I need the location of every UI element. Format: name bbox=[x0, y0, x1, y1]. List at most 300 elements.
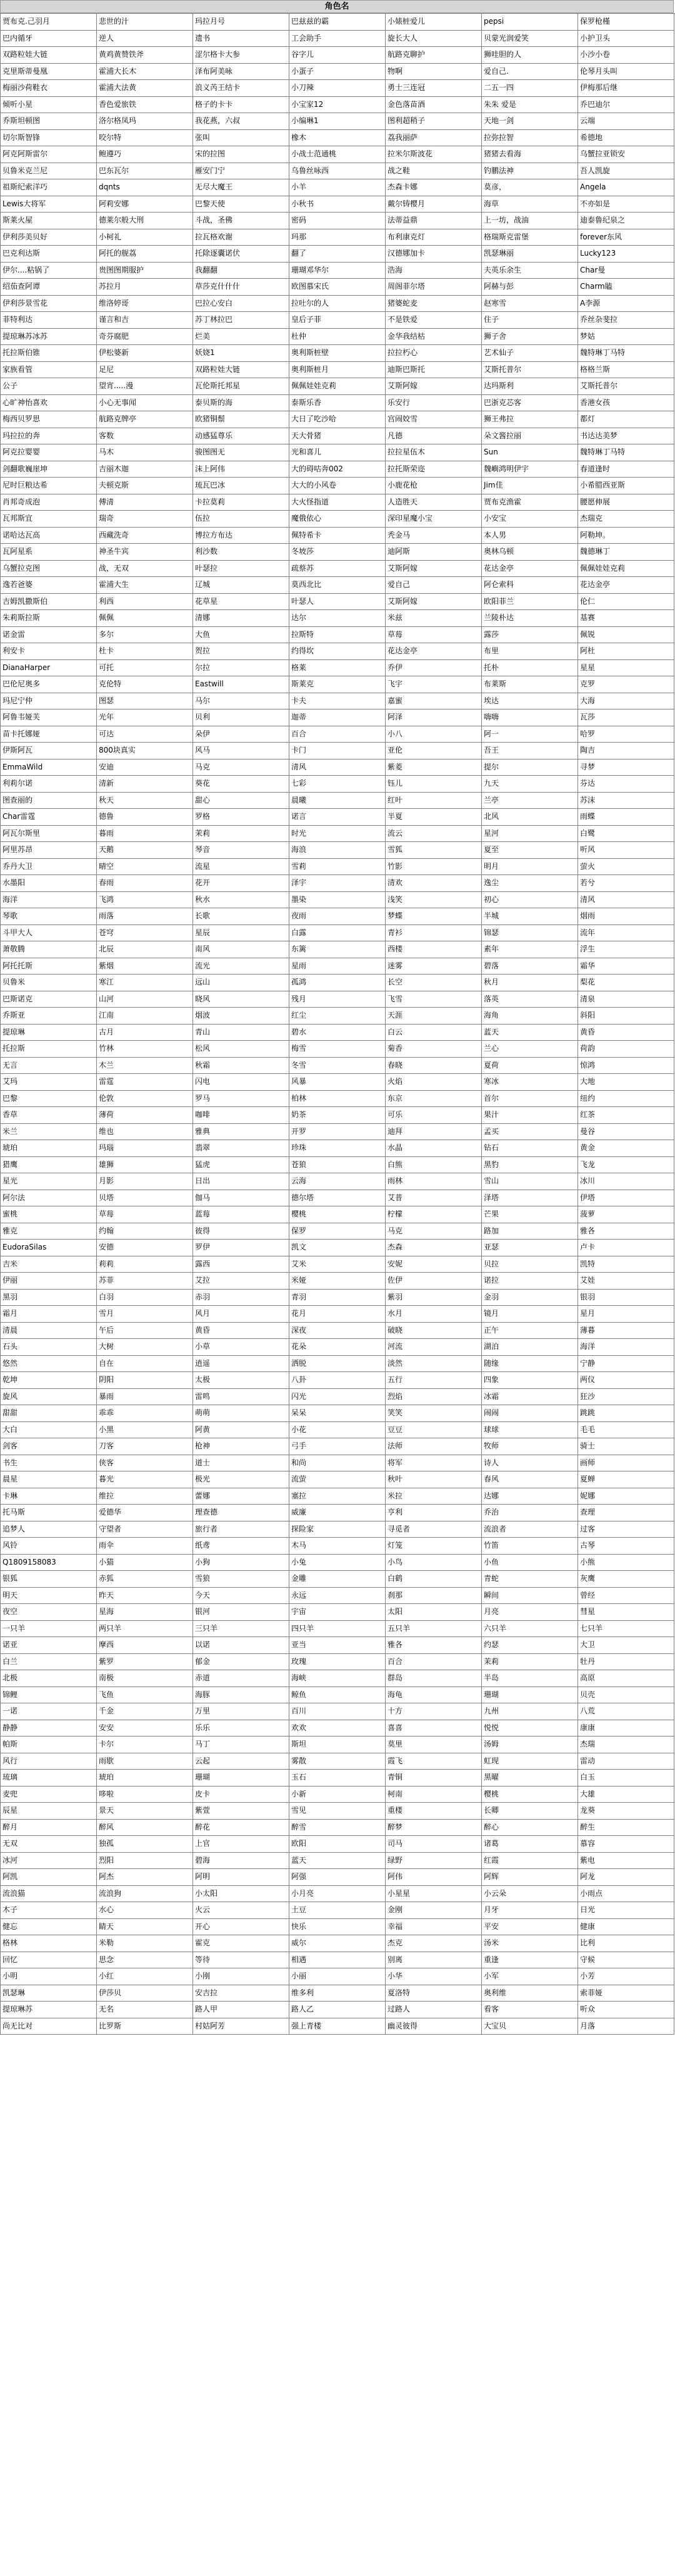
name-cell: 水心 bbox=[97, 1902, 193, 1919]
name-cell: 睛天 bbox=[97, 1919, 193, 1936]
name-cell: 半城 bbox=[482, 908, 578, 925]
name-cell: 烈阳 bbox=[97, 1853, 193, 1870]
name-cell: 南风 bbox=[193, 941, 289, 958]
name-cell: 勇士三连冠 bbox=[386, 80, 482, 97]
name-cell: 安德 bbox=[97, 1240, 193, 1256]
name-cell: 樱桃 bbox=[482, 1787, 578, 1803]
name-cell: 思念 bbox=[97, 1952, 193, 1969]
name-cell: 苏菲 bbox=[97, 1273, 193, 1290]
name-cell: 航路克牌亭 bbox=[97, 411, 193, 428]
name-cell: 帕斯 bbox=[1, 1737, 97, 1753]
name-cell: 阿黄 bbox=[193, 1422, 289, 1439]
name-cell: 乌鲁丝咏西 bbox=[289, 163, 386, 180]
name-cell: Char曼 bbox=[578, 263, 674, 279]
name-cell: 葵花 bbox=[193, 776, 289, 793]
name-cell: 查理 bbox=[578, 1505, 674, 1521]
name-cell: 保罗枪槿 bbox=[578, 14, 674, 31]
name-cell: 流萤 bbox=[289, 1471, 386, 1488]
name-cell: 艾斯托普尔 bbox=[578, 378, 674, 395]
name-cell: 遗书 bbox=[193, 31, 289, 48]
name-cell: 小熊 bbox=[578, 1555, 674, 1571]
name-cell: 格子的卡卡 bbox=[193, 97, 289, 114]
name-cell: 罗马 bbox=[193, 1091, 289, 1108]
name-cell: 春道逢时 bbox=[578, 461, 674, 478]
name-cell: 惊鸿 bbox=[578, 1058, 674, 1075]
name-cell: 雅各 bbox=[386, 1637, 482, 1654]
name-cell: 托拉斯 bbox=[1, 1041, 97, 1058]
name-cell: 艾米 bbox=[289, 1256, 386, 1273]
name-cell: 东京 bbox=[386, 1091, 482, 1108]
name-cell: 古月 bbox=[97, 1025, 193, 1041]
name-cell: 万里 bbox=[193, 1703, 289, 1720]
name-cell: 闹闹 bbox=[482, 1405, 578, 1422]
name-cell: 伍拉 bbox=[193, 511, 289, 528]
name-cell: 魏德琳丁 bbox=[578, 544, 674, 561]
name-cell: 黄鸡黄赞铁斧 bbox=[97, 47, 193, 64]
name-cell: 阿强 bbox=[289, 1869, 386, 1886]
name-cell: 小八 bbox=[386, 726, 482, 743]
name-cell: 约得坎 bbox=[289, 643, 386, 660]
name-cell: 诺哈达瓦高 bbox=[1, 528, 97, 544]
name-cell: 星星 bbox=[578, 660, 674, 677]
name-cell: 洒脱 bbox=[289, 1356, 386, 1373]
name-cell: 闪电 bbox=[193, 1074, 289, 1091]
name-cell: 强上青楼 bbox=[289, 2018, 386, 2035]
name-cell: 祖斯纪索洋巧 bbox=[1, 179, 97, 196]
name-cell: 素年 bbox=[482, 941, 578, 958]
name-cell: 图查丽的 bbox=[1, 793, 97, 809]
name-cell: 小猫 bbox=[97, 1555, 193, 1571]
name-cell: 陶吉 bbox=[578, 743, 674, 759]
name-cell: 天地一剑 bbox=[482, 113, 578, 130]
name-cell: 骑士 bbox=[578, 1438, 674, 1455]
name-cell: 清欢 bbox=[386, 875, 482, 892]
name-cell: 小刚 bbox=[193, 1968, 289, 1985]
name-cell: 吉丽木迦 bbox=[97, 461, 193, 478]
name-cell: 妮娜 bbox=[578, 1488, 674, 1505]
name-cell: 琴歌 bbox=[1, 908, 97, 925]
name-cell: 法师 bbox=[386, 1438, 482, 1455]
name-cell: 今天 bbox=[193, 1588, 289, 1605]
name-cell: 斯莱克 bbox=[289, 676, 386, 693]
name-cell: 珊瑚 bbox=[193, 1770, 289, 1787]
name-cell: 杰森 bbox=[386, 1240, 482, 1256]
name-cell: 达娜 bbox=[482, 1488, 578, 1505]
name-cell: 青山 bbox=[193, 1025, 289, 1041]
name-cell: 一只羊 bbox=[1, 1621, 97, 1638]
name-cell: 都灯 bbox=[578, 411, 674, 428]
name-cell: 杰瑞 bbox=[578, 1737, 674, 1753]
name-cell: 香港女孩 bbox=[578, 395, 674, 412]
name-cell: 巴内循牙 bbox=[1, 31, 97, 48]
name-cell: 霜月 bbox=[1, 1306, 97, 1323]
name-cell: 紫电 bbox=[578, 1853, 674, 1870]
name-cell: 玛尼宁仲 bbox=[1, 693, 97, 710]
name-cell: 贝鲁米克兰尼 bbox=[1, 163, 97, 180]
name-cell: 宫闹姣雪 bbox=[386, 411, 482, 428]
name-cell: 静静 bbox=[1, 1720, 97, 1737]
name-cell: 蜜桃 bbox=[1, 1206, 97, 1223]
name-cell: 布利康克灯 bbox=[386, 229, 482, 246]
name-cell: 尼时巨粮达希 bbox=[1, 478, 97, 494]
name-cell: 德尔塔 bbox=[289, 1190, 386, 1207]
name-cell: 米娅 bbox=[289, 1273, 386, 1290]
name-cell: 神圣牛宾 bbox=[97, 544, 193, 561]
name-cell: 永远 bbox=[289, 1588, 386, 1605]
name-cell: 自在 bbox=[97, 1356, 193, 1373]
name-cell: 墨染 bbox=[289, 892, 386, 909]
name-cell: 小太阳 bbox=[193, 1886, 289, 1903]
name-cell: 小婊桩爱儿 bbox=[386, 14, 482, 31]
name-cell: 傅清 bbox=[97, 494, 193, 511]
name-cell: 小鹿花枪 bbox=[386, 478, 482, 494]
name-cell: 逆人 bbox=[97, 31, 193, 48]
name-cell: 健忘 bbox=[1, 1919, 97, 1936]
name-cell: 拉斯特 bbox=[289, 627, 386, 644]
name-cell: 芬达 bbox=[578, 776, 674, 793]
name-cell: 碧水 bbox=[289, 1025, 386, 1041]
name-cell: 阿明 bbox=[193, 1869, 289, 1886]
name-cell: 四象 bbox=[482, 1372, 578, 1389]
name-cell: 雨伞 bbox=[97, 1538, 193, 1555]
name-cell: 辰星 bbox=[1, 1803, 97, 1820]
name-cell: 弓手 bbox=[289, 1438, 386, 1455]
name-cell: 飞宇 bbox=[386, 676, 482, 693]
name-cell: 夏蝉 bbox=[578, 1471, 674, 1488]
name-cell: 玫瑰 bbox=[289, 1654, 386, 1671]
name-cell: 天大骨猪 bbox=[289, 428, 386, 445]
name-cell: 香草 bbox=[1, 1107, 97, 1124]
name-cell: 书生 bbox=[1, 1455, 97, 1472]
name-cell: 五行 bbox=[386, 1372, 482, 1389]
name-cell: 马木 bbox=[97, 444, 193, 461]
name-cell: 巴克利达斯 bbox=[1, 246, 97, 263]
name-cell: 飞鱼 bbox=[97, 1687, 193, 1704]
name-cell: 星河 bbox=[482, 826, 578, 843]
name-cell: 拉瓦格欢谢 bbox=[193, 229, 289, 246]
name-cell: 马克 bbox=[193, 759, 289, 776]
name-cell: 伊梅那后继 bbox=[578, 80, 674, 97]
name-cell: 闪光 bbox=[289, 1389, 386, 1406]
name-cell: 暮光 bbox=[97, 1471, 193, 1488]
name-cell: 烟雨 bbox=[578, 908, 674, 925]
name-cell: 枪神 bbox=[193, 1438, 289, 1455]
name-cell: 木子 bbox=[1, 1902, 97, 1919]
name-cell: 玛拉拉的奔 bbox=[1, 428, 97, 445]
name-cell: 古琴 bbox=[578, 1538, 674, 1555]
name-cell: 琥珀 bbox=[1, 1140, 97, 1157]
name-cell: 爱自己 bbox=[386, 577, 482, 594]
name-cell: 小希腊西亚斯 bbox=[578, 478, 674, 494]
name-cell: 星光 bbox=[1, 1173, 97, 1190]
name-cell: 浪义芮王结卡 bbox=[193, 80, 289, 97]
name-cell: 贝利 bbox=[193, 709, 289, 726]
name-cell: 吉姆凯撒斯伯 bbox=[1, 594, 97, 611]
name-cell: 巴黎天使 bbox=[193, 196, 289, 213]
name-cell: A李源 bbox=[578, 296, 674, 313]
name-cell: 欧阳 bbox=[289, 1836, 386, 1853]
name-cell: 阿凯 bbox=[1, 1869, 97, 1886]
name-cell: 米拉 bbox=[386, 1488, 482, 1505]
name-cell: 苏沫 bbox=[578, 793, 674, 809]
name-cell: 以诺 bbox=[193, 1637, 289, 1654]
name-cell: 草莓 bbox=[97, 1206, 193, 1223]
name-cell: 伦敦 bbox=[97, 1091, 193, 1108]
name-cell: 朱莉斯拉斯 bbox=[1, 610, 97, 627]
name-cell: 雨落 bbox=[97, 908, 193, 925]
name-cell: 法蒂益鼎 bbox=[386, 213, 482, 229]
name-cell: 白鹤 bbox=[386, 1571, 482, 1588]
name-cell: 霍浦大法黄 bbox=[97, 80, 193, 97]
name-cell: 霞飞 bbox=[386, 1753, 482, 1770]
name-cell: 叶瑟拉 bbox=[193, 561, 289, 578]
name-cell: 上官 bbox=[193, 1836, 289, 1853]
name-cell: 凡德 bbox=[386, 428, 482, 445]
name-cell: 黑曜 bbox=[482, 1770, 578, 1787]
name-cell: 汤姆 bbox=[482, 1737, 578, 1753]
name-cell: 梨花 bbox=[578, 975, 674, 991]
name-cell: Jim佳 bbox=[482, 478, 578, 494]
name-cell: 可托 bbox=[97, 660, 193, 677]
name-cell: 健康 bbox=[578, 1919, 674, 1936]
name-cell: 菲特利达 bbox=[1, 312, 97, 329]
name-cell: 土豆 bbox=[289, 1902, 386, 1919]
name-cell: 迷雾 bbox=[386, 958, 482, 975]
name-cell: 寻梦 bbox=[578, 759, 674, 776]
name-cell: 秃金马 bbox=[386, 528, 482, 544]
name-cell: 黄昏 bbox=[193, 1323, 289, 1340]
name-cell: 提琼琳苏 bbox=[1, 2002, 97, 2018]
name-cell: 大海 bbox=[578, 693, 674, 710]
name-cell: 昨天 bbox=[97, 1588, 193, 1605]
name-cell: 阿辉 bbox=[482, 1869, 578, 1886]
name-cell: 茉莉 bbox=[482, 1654, 578, 1671]
name-cell: 康康 bbox=[578, 1720, 674, 1737]
name-cell: 醉生 bbox=[578, 1820, 674, 1837]
name-cell: 玛瑙 bbox=[97, 1140, 193, 1157]
name-cell: 乾坤 bbox=[1, 1372, 97, 1389]
name-cell: 夏至 bbox=[482, 842, 578, 859]
name-cell: 将军 bbox=[386, 1455, 482, 1472]
name-cell: 云端 bbox=[578, 113, 674, 130]
name-cell: 深夜 bbox=[289, 1323, 386, 1340]
name-cell: 艾娃 bbox=[578, 1273, 674, 1290]
name-cell: 翡翠 bbox=[193, 1140, 289, 1157]
name-cell: 清泉 bbox=[578, 991, 674, 1008]
name-cell: 钓鹏法神 bbox=[482, 163, 578, 180]
name-cell: 月影 bbox=[97, 1173, 193, 1190]
name-cell: 周阁菲尔塔 bbox=[386, 279, 482, 296]
name-cell: 雪狼 bbox=[193, 1571, 289, 1588]
name-cell: 斯莱火屋 bbox=[1, 213, 97, 229]
name-cell: 贝鲁米 bbox=[1, 975, 97, 991]
name-cell: 可乐 bbox=[386, 1107, 482, 1124]
name-cell: 重逢 bbox=[482, 1952, 578, 1969]
name-cell: 苏丁林拉巴 bbox=[193, 312, 289, 329]
name-cell: 探险家 bbox=[289, 1521, 386, 1538]
name-cell: 春雨 bbox=[97, 875, 193, 892]
name-cell: dqnts bbox=[97, 179, 193, 196]
name-cell: 无尽大魔王 bbox=[193, 179, 289, 196]
name-cell: 薄暮 bbox=[578, 1323, 674, 1340]
name-cell: 乔斯坦顿图 bbox=[1, 113, 97, 130]
name-cell: 达尔 bbox=[289, 610, 386, 627]
name-cell: 麦兜 bbox=[1, 1787, 97, 1803]
name-cell: 月牙 bbox=[482, 1902, 578, 1919]
name-cell: 嗨嗨 bbox=[482, 709, 578, 726]
name-cell: 亚当 bbox=[289, 1637, 386, 1654]
name-cell: 六只羊 bbox=[482, 1621, 578, 1638]
name-cell: 小芳 bbox=[578, 1968, 674, 1985]
name-cell: 河流 bbox=[386, 1339, 482, 1356]
name-cell: 小云朵 bbox=[482, 1886, 578, 1903]
name-cell: 苍穹 bbox=[97, 925, 193, 942]
name-cell: 瓦阿星系 bbox=[1, 544, 97, 561]
name-cell: 阿托的舰荔 bbox=[97, 246, 193, 263]
name-cell: 晓风 bbox=[193, 991, 289, 1008]
name-cell: 寒冰 bbox=[482, 1074, 578, 1091]
name-cell: 德莱尔般大刑 bbox=[97, 213, 193, 229]
name-cell: 安吉拉 bbox=[193, 1985, 289, 2002]
name-cell: 玉石 bbox=[289, 1770, 386, 1787]
name-cell: 骏图图无 bbox=[193, 444, 289, 461]
name-cell: forever东风 bbox=[578, 229, 674, 246]
name-cell: 悦悦 bbox=[482, 1720, 578, 1737]
name-cell: 香色爱旅铁 bbox=[97, 97, 193, 114]
name-cell: 锦鲤 bbox=[1, 1687, 97, 1704]
name-cell: 雷霆 bbox=[97, 1074, 193, 1091]
name-cell: 紫烟 bbox=[97, 958, 193, 975]
name-cell: 逍遥 bbox=[193, 1356, 289, 1373]
name-cell: 诸葛 bbox=[482, 1836, 578, 1853]
name-cell: 过客 bbox=[578, 1521, 674, 1538]
name-cell: 无言 bbox=[1, 1058, 97, 1075]
name-cell: 冰河 bbox=[1, 1853, 97, 1870]
name-cell: 石头 bbox=[1, 1339, 97, 1356]
name-cell: 半夏 bbox=[386, 809, 482, 826]
name-cell: 阿尔法 bbox=[1, 1190, 97, 1207]
name-cell: 虹现 bbox=[482, 1753, 578, 1770]
name-cell: 翻了 bbox=[289, 246, 386, 263]
name-cell: 狮王弗拉 bbox=[482, 411, 578, 428]
name-cell: 图瑟 bbox=[97, 693, 193, 710]
name-cell: 山河 bbox=[97, 991, 193, 1008]
name-cell: 红尘 bbox=[289, 1008, 386, 1025]
name-cell: 物啊 bbox=[386, 64, 482, 81]
name-cell: 紫羽 bbox=[386, 1290, 482, 1306]
name-cell: 司马 bbox=[386, 1836, 482, 1853]
name-cell: 初心 bbox=[482, 892, 578, 909]
name-cell: 贝塔 bbox=[97, 1190, 193, 1207]
name-cell: 画师 bbox=[578, 1455, 674, 1472]
name-cell: 安妮 bbox=[386, 1256, 482, 1273]
name-cell: 路加 bbox=[482, 1223, 578, 1240]
name-cell: 克伦特 bbox=[97, 676, 193, 693]
name-cell: 宇宙 bbox=[289, 1604, 386, 1621]
name-cell: 流云 bbox=[386, 826, 482, 843]
name-cell: 朵伊 bbox=[193, 726, 289, 743]
name-cell: 克里斯蒂曼凰 bbox=[1, 64, 97, 81]
name-cell: 霍浦大长木 bbox=[97, 64, 193, 81]
name-cell: 金华我结枯 bbox=[386, 329, 482, 346]
name-cell: 双路粒娃大链 bbox=[1, 47, 97, 64]
name-cell: 阿杜 bbox=[578, 643, 674, 660]
name-cell: 书达达美梦 bbox=[578, 428, 674, 445]
name-cell: 夜雨 bbox=[289, 908, 386, 925]
name-cell: 竹林 bbox=[97, 1041, 193, 1058]
name-cell: 苍狼 bbox=[289, 1157, 386, 1174]
name-cell: 叶瑟人 bbox=[289, 594, 386, 611]
name-cell: 乌蟹拉亚锁安 bbox=[578, 146, 674, 163]
name-cell: 青蛇 bbox=[482, 1571, 578, 1588]
name-cell: 小柯礼 bbox=[97, 229, 193, 246]
name-cell: 甜甜 bbox=[1, 1405, 97, 1422]
name-cell: 白鹭 bbox=[578, 826, 674, 843]
name-cell: 剑翻歌巍崖坤 bbox=[1, 461, 97, 478]
name-cell: 跳跳 bbox=[578, 1405, 674, 1422]
name-cell: 天鹅 bbox=[97, 842, 193, 859]
name-cell: 黄昏 bbox=[578, 1025, 674, 1041]
name-cell: 雁安门宁 bbox=[193, 163, 289, 180]
name-cell: 战之鞋 bbox=[386, 163, 482, 180]
name-cell: 利安卡 bbox=[1, 643, 97, 660]
name-cell: 秋水 bbox=[193, 892, 289, 909]
name-cell: 格莱 bbox=[289, 660, 386, 677]
name-cell: 约瑟 bbox=[482, 1637, 578, 1654]
name-cell: 远山 bbox=[193, 975, 289, 991]
name-cell: 大卫 bbox=[578, 1637, 674, 1654]
name-cell: 风马 bbox=[193, 743, 289, 759]
name-cell: 曼谷 bbox=[578, 1124, 674, 1141]
name-cell: 涩尔格卡大参 bbox=[193, 47, 289, 64]
name-cell: 夜空 bbox=[1, 1604, 97, 1621]
name-cell: 明月 bbox=[482, 859, 578, 876]
name-cell: 杰克 bbox=[386, 1935, 482, 1952]
name-cell: 巴兹兹的霸 bbox=[289, 14, 386, 31]
name-cell: 月亮 bbox=[482, 1604, 578, 1621]
name-cell: 皮卡 bbox=[193, 1787, 289, 1803]
name-cell: 小鱼 bbox=[482, 1555, 578, 1571]
name-cell: 迪泰鲁纪泉之 bbox=[578, 213, 674, 229]
name-cell: 秋叶 bbox=[386, 1471, 482, 1488]
name-cell: 逸若爸婆 bbox=[1, 577, 97, 594]
name-cell: 红茶 bbox=[578, 1107, 674, 1124]
name-cell: 利莉尔诺 bbox=[1, 776, 97, 793]
name-cell: 太阳 bbox=[386, 1604, 482, 1621]
name-cell: 竹影 bbox=[386, 859, 482, 876]
name-cell: 大白 bbox=[1, 1422, 97, 1439]
name-cell: 绿野 bbox=[386, 1853, 482, 1870]
name-cell: 孟买 bbox=[482, 1124, 578, 1141]
name-cell: 悠然 bbox=[1, 1356, 97, 1373]
name-cell: 斗战，圣佛 bbox=[193, 213, 289, 229]
name-cell: 阿泽 bbox=[386, 709, 482, 726]
name-cell: 上一坊，战油 bbox=[482, 213, 578, 229]
name-cell: 独孤 bbox=[97, 1836, 193, 1853]
name-cell: 百合 bbox=[386, 1654, 482, 1671]
name-cell: 花达金亭 bbox=[386, 643, 482, 660]
name-cell: EmmaWild bbox=[1, 759, 97, 776]
name-cell: 航路克聊护 bbox=[386, 47, 482, 64]
name-cell: 柠檬 bbox=[386, 1206, 482, 1223]
name-cell: 喜喜 bbox=[386, 1720, 482, 1737]
name-cell: 醉风 bbox=[97, 1820, 193, 1837]
name-cell: 夏荷 bbox=[482, 1058, 578, 1075]
name-cell: 吉米 bbox=[1, 1256, 97, 1273]
name-cell: 比利 bbox=[578, 1935, 674, 1952]
name-cell: 迦蒂 bbox=[289, 709, 386, 726]
name-cell: 图利超稍子 bbox=[386, 113, 482, 130]
